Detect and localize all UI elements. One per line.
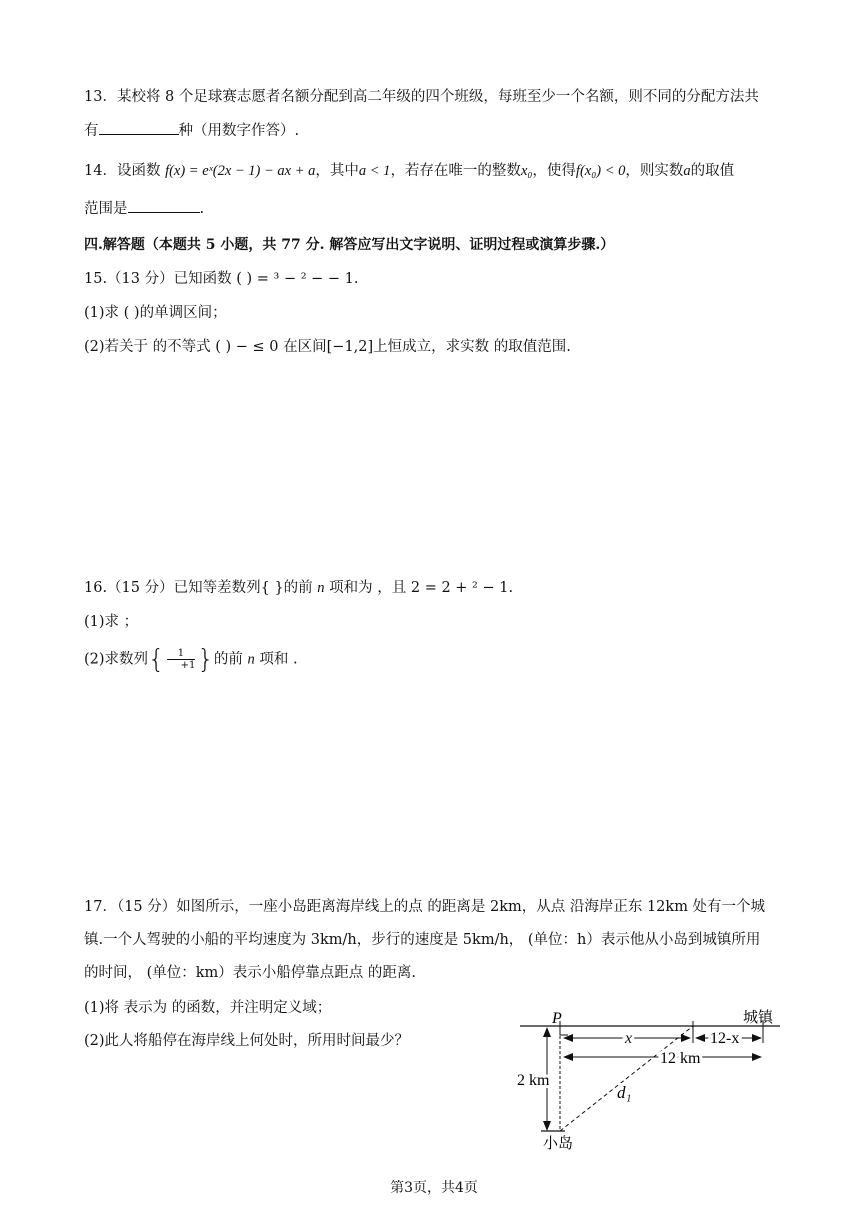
- q14-answer-blank: [128, 198, 200, 213]
- q13-line1: 13．某校将 8 个足球赛志愿者名额分配到高二年级的四个班级，每班至少一个名额，则不同的分配方法共: [84, 89, 759, 105]
- section4-title: 四.解答题（本题共 5 小题，共 77 分. 解答应写出文字说明、证明过程或演算步骤.）: [84, 237, 615, 253]
- q16-stem: [84, 577, 513, 599]
- q16-n2: n: [247, 651, 255, 668]
- q15-part1: (1)求 ( )的单调区间；: [84, 305, 227, 321]
- q14-line2: [84, 198, 204, 220]
- label-town: 城镇: [743, 1008, 774, 1026]
- arrowhead-left-icon: [695, 1034, 705, 1042]
- q14-function: f(x) = eˣ(2x − 1) − ax + a: [165, 163, 316, 179]
- q13-answer-blank: [99, 120, 179, 135]
- q16-fraction-num: 1: [167, 648, 196, 660]
- q17-part1: (1)将 表示为 的函数，并注明定义域；: [84, 1000, 332, 1016]
- arrowhead-right-icon: [752, 1053, 762, 1061]
- q14-line2-pre: 范围是: [84, 201, 128, 217]
- q15-stem: 15.（13 分）已知函数 ( ) = ³ − ² − − 1.: [84, 271, 359, 287]
- arrowhead-right-icon: [681, 1034, 691, 1042]
- q14-mid2: ，若存在唯一的整数: [390, 163, 521, 179]
- arrowhead-up-icon: [543, 1027, 551, 1037]
- label-total: 12 km: [660, 1050, 701, 1067]
- q16-fraction: [167, 648, 196, 671]
- q14-mid3: ，使得: [532, 163, 576, 179]
- arrowhead-right-icon: [752, 1034, 762, 1042]
- q16-stem-pre: 16.（15 分）已知等差数列{ }的前: [84, 580, 313, 596]
- q14-x0: x₀: [520, 163, 533, 179]
- label-p: P: [552, 1010, 562, 1027]
- q14-line1: [84, 160, 734, 182]
- q16-part2-post: 项和 .: [259, 651, 298, 668]
- label-d1: d₁: [617, 1083, 632, 1102]
- q16-part1: (1)求 ；: [84, 614, 139, 630]
- label-height: 2 km: [517, 1072, 550, 1089]
- q16-part2-mid: 的前: [213, 651, 243, 668]
- page-footer: 第3页，共4页: [390, 1180, 478, 1196]
- q13-line2: [84, 120, 299, 142]
- q14-mid1: ，其中: [315, 163, 359, 179]
- label-x: x: [625, 1030, 633, 1047]
- label-rest: 12-x: [710, 1030, 740, 1047]
- right-angle-mark: [560, 1026, 568, 1035]
- q16-part2-pre: (2)求数列: [84, 651, 149, 668]
- q17-line2: 镇.一个人驾驶的小船的平均速度为 3km/h，步行的速度是 5km/h， (单位：h）表示他从小岛到城镇所用: [84, 932, 761, 948]
- q16-stem-post: 项和为 ，且 2 = 2 + ² − 1.: [329, 580, 514, 596]
- q16-fraction-den: +1: [180, 660, 196, 671]
- q16-part2: [84, 644, 298, 675]
- arrowhead-down-icon: [543, 1121, 551, 1131]
- q14-inequality: f(x₀) < 0: [575, 163, 626, 179]
- q14-a: a: [683, 163, 691, 179]
- q14-post: 的取值: [690, 163, 735, 179]
- q16-n: n: [317, 580, 325, 596]
- q13-line2-post: 种（用数字作答）.: [178, 123, 300, 139]
- q13-line2-pre: 有: [84, 123, 99, 139]
- q17-line1: 17．（15 分）如图所示，一座小岛距离海岸线上的点 的距离是 2km，从点 沿海岸正东 12km 处有一个城: [84, 899, 766, 915]
- q14-pre: 14．设函数: [84, 163, 161, 179]
- right-brace: }: [197, 644, 214, 675]
- q15-part2: (2)若关于 的不等式 ( ) − ≤ 0 在区间[−1,2]上恒成立，求实数 的取值范围.: [84, 339, 571, 355]
- q17-line3: 的时间， (单位：km）表示小船停靠点距点 的距离.: [84, 965, 417, 981]
- q14-mid4: ，则实数: [625, 163, 684, 179]
- label-island: 小岛: [543, 1134, 574, 1152]
- q14-condition: a < 1: [358, 163, 391, 179]
- q17-part2: (2)此人将船停在海岸线上何处时，所用时间最少？: [84, 1033, 410, 1049]
- arrowhead-left-icon: [563, 1053, 573, 1061]
- left-brace: {: [148, 644, 165, 675]
- q14-line2-post: .: [199, 201, 205, 217]
- q17-diagram: [515, 1005, 790, 1155]
